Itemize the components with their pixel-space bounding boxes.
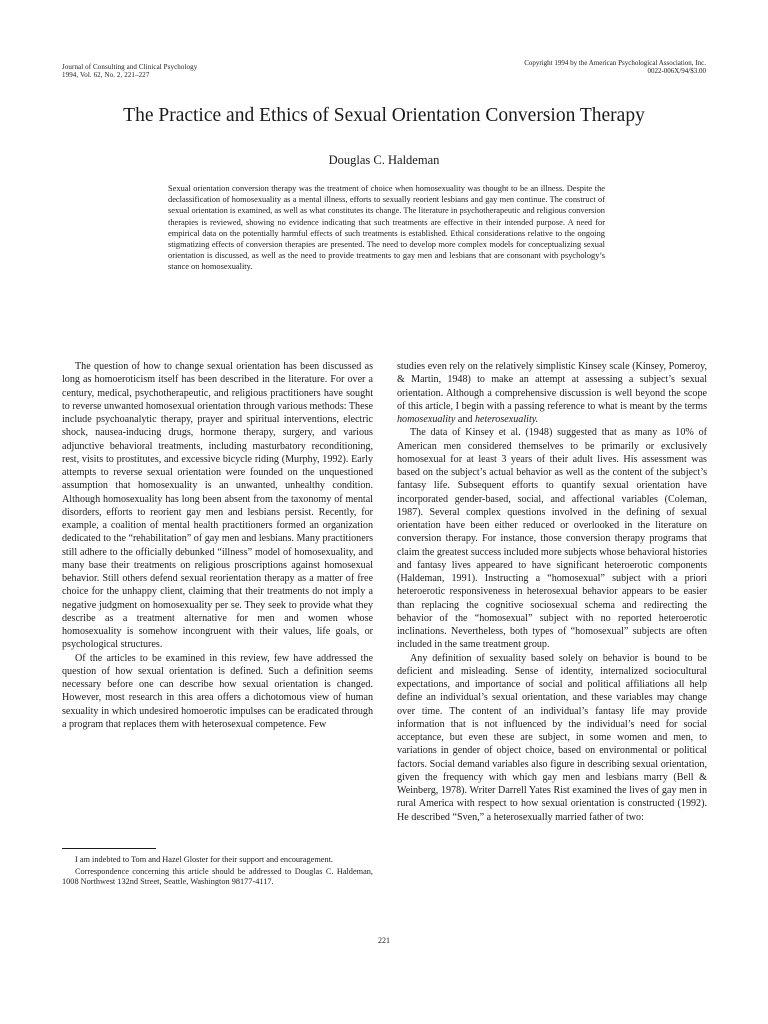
- body-paragraph: Any definition of sexuality based solely on behavior is bound to be deficient and misleading. Sense of identity, internalized sociocultural expectations, and importance of social and political affiliations all help define an individual’s sexual orientation, and these variables may change over time. The content of an individual’s fantasy life may provide information that is not influenced by the individual’s need for social acceptance, but even these are subject, in some women and men, to variations in gender of object choice, based on environmental or political factors. Social demand variables also figure in describing sexual orientation, given the frequency with which gay men and lesbians marry (Bell & Weinberg, 1978). Writer Darrell Yates Rist examined the lives of gay men in rural America with respect to how sexual orientation is constructed (1992). He described “Sven,” a heterosexually married father of two:: [397, 652, 707, 823]
- correspondence-footnote: Correspondence concerning this article should be addressed to Douglas C. Haldeman, 1008 Northwest 132nd Street, Seattle, Washington 98177-4117.: [62, 866, 373, 887]
- left-column: [62, 360, 373, 731]
- term-heterosexuality: heterosexuality.: [474, 414, 539, 425]
- body-paragraph: The question of how to change sexual orientation has been discussed as long as homoeroticism itself has been described in the literature. For over a century, medical, psychotherapeutic, and religious practitioners have sought to reverse unwanted homosexual orientation through various methods: These include psychoanalytic therapy, prayer and spiritual interventions, electric shock, nausea-inducing drugs, hormone therapy, surgery, and various adjunctive behavioral treatments, including masturbatory reconditioning, rest, visits to prostitutes, and excessive bicycle riding (Murphy, 1992). Early attempts to reverse sexual orientation were founded on the unquestioned assumption that homosexuality is an unwanted, unhealthy condition. Although homosexuality has long been absent from the taxonomy of mental disorders, efforts to reorient gay men and lesbians persist. Recently, for example, a coalition of mental health practitioners formed an organization dedicated to the “rehabilitation” of gay men and lesbians. Many practitioners still adhere to the officially debunked “illness” model of homosexuality, and many base their treatments on religious proscriptions against homosexual behavior. Still others defend sexual reorientation therapy as a matter of free choice for the unhappy client, claiming that their treatments do not imply a negative judgment on homosexuality per se. They seek to provide what they describe as a treatment alternative for men and women whose homosexuality is somehow incongruent with their values, life goals, or psychological structures.: [62, 361, 373, 651]
- body-paragraph: Of the articles to be examined in this review, few have addressed the question of how sexual orientation is defined. Such a definition seems necessary before one can describe how sexual orientation is changed. However, most research in this area offers a dichotomous view of human sexuality in which undesired homoerotic impulses can be eradicated through a program that replaces them with heterosexual competence. Few: [62, 652, 373, 730]
- page-number: 221: [378, 936, 390, 945]
- journal-name: Journal of Consulting and Clinical Psychology: [62, 63, 198, 71]
- article-author: Douglas C. Haldeman: [328, 153, 440, 167]
- footnote-divider: [62, 848, 156, 849]
- right-column: [397, 360, 707, 824]
- copyright-notice: [406, 59, 706, 75]
- article-title: The Practice and Ethics of Sexual Orientation Conversion Therapy: [123, 105, 645, 126]
- acknowledgment-footnote: I am indebted to Tom and Hazel Gloster for their support and encouragement.: [75, 855, 334, 864]
- paragraph-text: studies even rely on the relatively simplistic Kinsey scale (Kinsey, Pomeroy, & Martin, 1948) to make an attempt at assessing a subject’s sexual orientation. Although a comprehensive discussion is well beyond the scope of this article, I begin with a passing reference to what is meant by the terms: [397, 361, 707, 412]
- term-homosexuality: homosexuality: [397, 414, 456, 425]
- body-paragraph-continued: [397, 360, 707, 426]
- footnotes: [62, 855, 373, 889]
- issn-line: 0022-006X/94/$3.00: [647, 67, 706, 75]
- journal-volume: 1994, Vol. 62, No. 2, 221–227: [62, 71, 150, 79]
- copyright-line: Copyright 1994 by the American Psychological Association, Inc.: [524, 59, 706, 67]
- body-paragraph: The data of Kinsey et al. (1948) suggested that as many as 10% of American men considered themselves to be primarily or exclusively homosexual for at least 3 years of their adult lives. His assessment was based on the subject’s actual behavior as well as the content of the subject’s fantasy life. Subsequent efforts to quantify sexual orientation have incorporated gender-based, social, and affectional variables (Coleman, 1987). Several complex questions involved in the defining of sexual orientation have been either reduced or overlooked in the literature on conversion therapy. For instance, those conversion therapy programs that claim the greatest success included more subjects whose behavioral histories and fantasy lives appeared to have significant heteroerotic components (Haldeman, 1991). Instructing a “homosexual” subject with a priori heteroerotic responsiveness in heterosexual behavior appears to be easier than replacing the cognitive sociosexual schema and redirecting the behavior of the “homosexual” subject with no reported heteroerotic inclinations. Nevertheless, both types of “homosexual” subjects are often included in the same treatment group.: [397, 427, 707, 651]
- abstract: Sexual orientation conversion therapy was the treatment of choice when homosexuality was thought to be an illness. Despite the declassification of homosexuality as a mental illness, efforts to sexually reorient lesbians and gay men continue. The construct of sexual orientation is examined, as well as what constitutes its change. The literature in psychotherapeutic and religious conversion therapies is reviewed, showing no evidence indicating that such treatments are effective in their intended purpose. A need for empirical data on the potentially harmful effects of such treatments is established. Ethical considerations relative to the ongoing stigmatizing effects of conversion therapies are presented. The need to develop more complex models for conceptualizing sexual orientation is discussed, as well as the need to provide treatments to gay men and lesbians that are consonant with psychology’s stance on homosexuality.: [168, 184, 605, 272]
- conjunction: and: [455, 414, 475, 425]
- journal-citation: [62, 63, 197, 79]
